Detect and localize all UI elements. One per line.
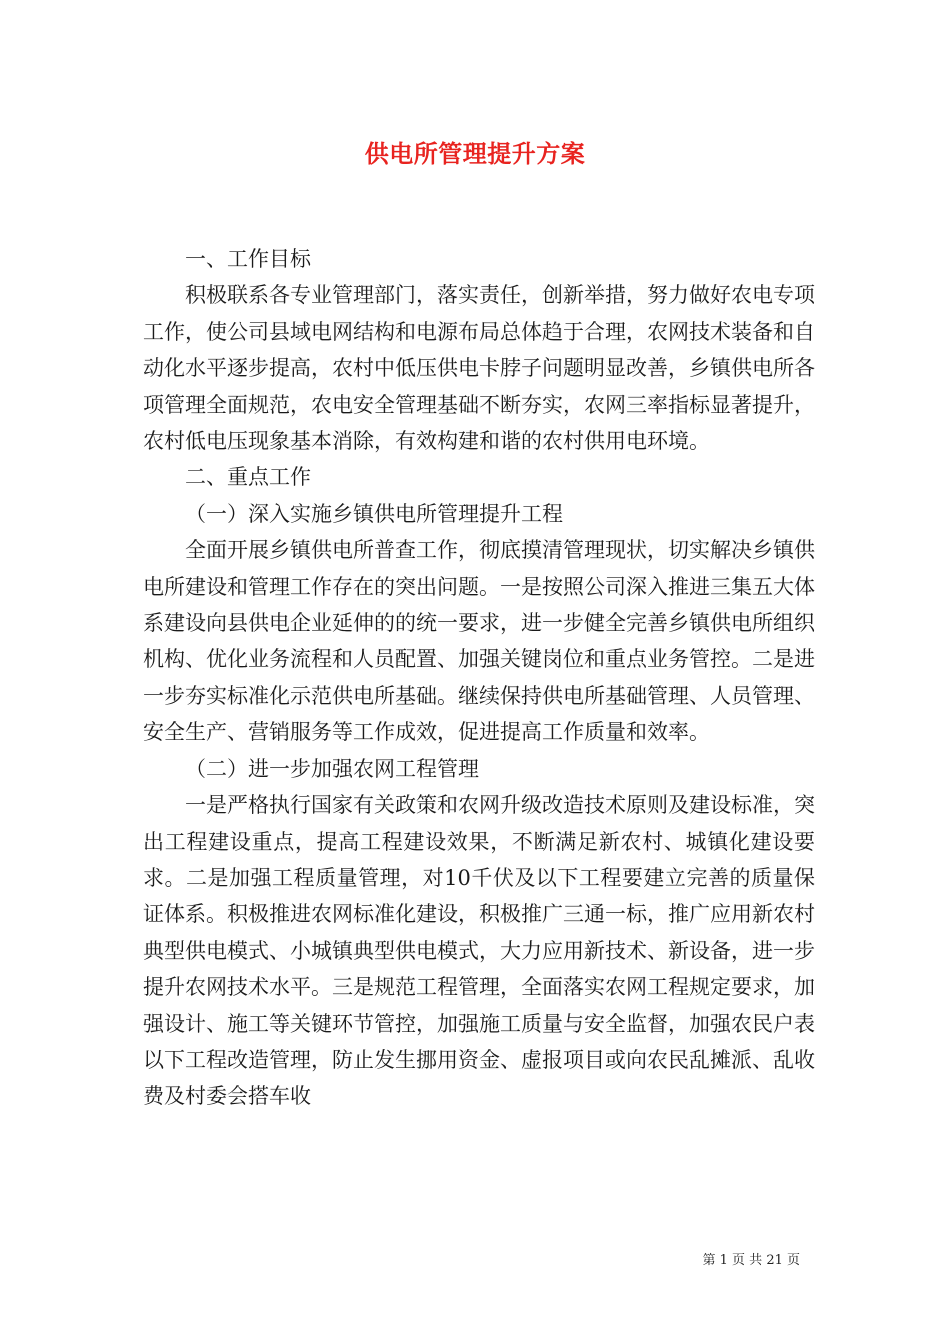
paragraph-subsection-1: 全面开展乡镇供电所普查工作，彻底摸清管理现状，切实解决乡镇供电所建设和管理工作存在的突出问题。一是按照公司深入推进三集五大体系建设向县供电企业延伸的的统一要求，进一步健全完善乡镇供电所组织机构、优化业务流程和人员配置、加强关键岗位和重点业务管控。二是进一步夯实标准化示范供电所基础。继续保持供电所基础管理、人员管理、安全生产、营销服务等工作成效，促进提高工作质量和效率。: [143, 538, 815, 745]
section-heading-goals: 一、工作目标: [185, 247, 311, 271]
document-body: [143, 241, 815, 1115]
document-title: 供电所管理提升方案: [364, 139, 586, 168]
section-heading-key-work: 二、重点工作: [185, 465, 311, 490]
page-number-footer: 第 1 页 共 21 页: [702, 1253, 800, 1268]
subsection-heading-1: （一）深入实施乡镇供电所管理提升工程: [185, 501, 563, 526]
subsection-heading-2: （二）进一步加强农网工程管理: [185, 756, 479, 781]
paragraph-goals: 积极联系各专业管理部门，落实责任，创新举措，努力做好农电专项工作，使公司县域电网结构和电源布局总体趋于合理，农网技术装备和自动化水平逐步提高，农村中低压供电卡脖子问题明显改善，乡镇供电所各项管理全面规范，农电安全管理基础不断夯实，农网三率指标显著提升，农村低电压现象基本消除，有效构建和谐的农村供用电环境。: [143, 283, 815, 454]
paragraph-subsection-2: 一是严格执行国家有关政策和农网升级改造技术原则及建设标准，突出工程建设重点，提高工程建设效果，不断满足新农村、城镇化建设要求。二是加强工程质量管理，对10千伏及以下工程要建立完善的质量保证体系。积极推进农网标准化建设，积极推广三通一标，推广应用新农村典型供电模式、小城镇典型供电模式，大力应用新技术、新设备，进一步提升农网技术水平。三是规范工程管理，全面落实农网工程规定要求，加强设计、施工等关键环节管控，加强施工质量与安全监督，加强农民户表以下工程改造管理，防止发生挪用资金、虚报项目或向农民乱摊派、乱收费及村委会搭车收: [143, 793, 815, 1109]
